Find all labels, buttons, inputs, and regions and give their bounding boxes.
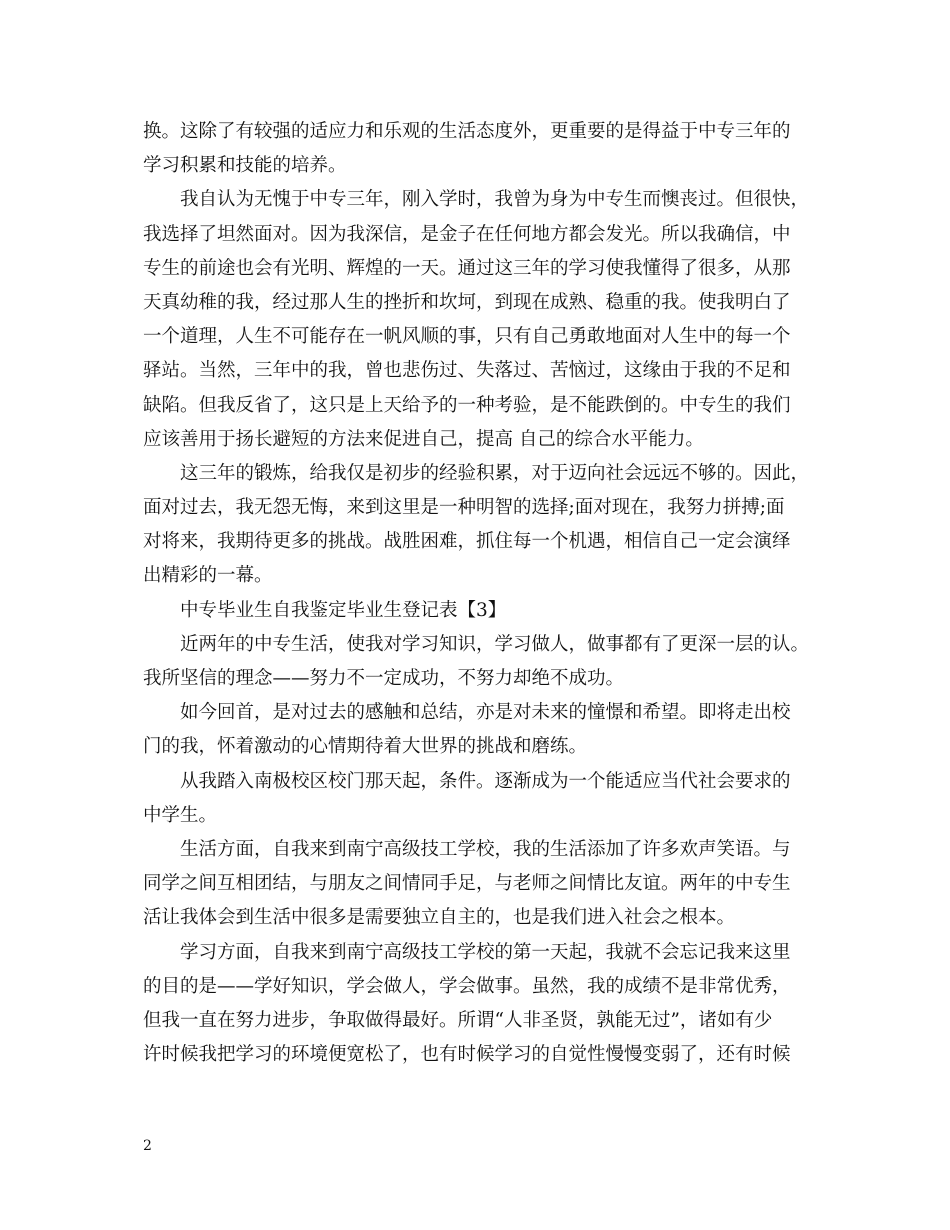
text-line: 但我一直在努力进步，争取做得最好。所谓“人非圣贤，孰能无过”，诸如有少 (143, 1009, 773, 1031)
text-line: 换。这除了有较强的适应力和乐观的生活态度外，更重要的是得益于中专三年的 (143, 121, 791, 142)
text-line: 面对过去，我无怨无悔，来到这里是一种明智的选择;面对现在，我努力拼搏;面 (143, 497, 785, 519)
text-line: 应该善用于扬长避短的方法来促进自己，提高 自己的综合水平能力。 (143, 428, 704, 450)
page-number: 2 (143, 1138, 152, 1154)
text-line: 许时候我把学习的环境便宽松了，也有时候学习的自觉性慢慢变弱了，还有时候 (143, 1044, 791, 1066)
text-line: 学习方面，自我来到南宁高级技工学校的第一天起，我就不会忘记我来这里 (180, 941, 791, 963)
text-line: 出精彩的一幕。 (143, 565, 273, 587)
text-line: 生活方面，自我来到南宁高级技工学校，我的生活添加了许多欢声笑语。与 (180, 838, 791, 860)
text-line: 我自认为无愧于中专三年，刚入学时，我曾为身为中专生而懊丧过。但很快， (180, 189, 810, 211)
text-line: 近两年的中专生活，使我对学习知识，学习做人，做事都有了更深一层的认。 (180, 633, 810, 655)
text-line: 活让我体会到生活中很多是需要独立自主的，也是我们进入社会之根本。 (143, 907, 736, 929)
text-line: 我选择了坦然面对。因为我深信，是金子在任何地方都会发光。所以我确信，中 (143, 223, 791, 245)
text-line: 天真幼稚的我，经过那人生的挫折和坎坷，到现在成熟、稳重的我。使我明白了 (143, 291, 791, 313)
text-line: 专生的前途也会有光明、辉煌的一天。通过这三年的学习使我懂得了很多，从那 (143, 257, 791, 279)
text-line: 一个道理，人生不可能存在一帆风顺的事，只有自己勇敢地面对人生中的每一个 (143, 326, 791, 348)
text-line: 从我踏入南极校区校门那天起，条件。逐渐成为一个能适应当代社会要求的 (180, 770, 791, 792)
text-line: 同学之间互相团结，与朋友之间情同手足，与老师之间情比友谊。两年的中专生 (143, 873, 791, 895)
text-line: 我所坚信的理念——努力不一定成功，不努力却绝不成功。 (143, 668, 625, 689)
text-line: 这三年的锻炼，给我仅是初步的经验积累，对于迈向社会远远不够的。因此， (180, 462, 810, 484)
document-body (143, 115, 823, 1072)
text-line: 缺陷。但我反省了，这只是上天给予的一种考验，是不能跌倒的。中专生的我们 (143, 394, 791, 416)
section-heading: 中专毕业生自我鉴定毕业生登记表【3】 (180, 599, 507, 621)
text-line: 门的我，怀着激动的心情期待着大世界的挑战和磨练。 (143, 736, 588, 758)
text-line: 驿站。当然，三年中的我，曾也悲伤过、失落过、苦恼过，这缘由于我的不足和 (143, 360, 791, 382)
text-line: 对将来，我期待更多的挑战。战胜困难，抓住每一个机遇，相信自己一定会演绎 (143, 531, 791, 553)
text-line: 学习积累和技能的培养。 (143, 155, 347, 177)
text-line: 如今回首，是对过去的感触和总结，亦是对未来的憧憬和希望。即将走出校 (180, 702, 791, 724)
text-line: 中学生。 (143, 804, 218, 826)
text-line: 的目的是——学好知识，学会做人，学会做事。虽然，我的成绩不是非常优秀， (143, 975, 791, 997)
